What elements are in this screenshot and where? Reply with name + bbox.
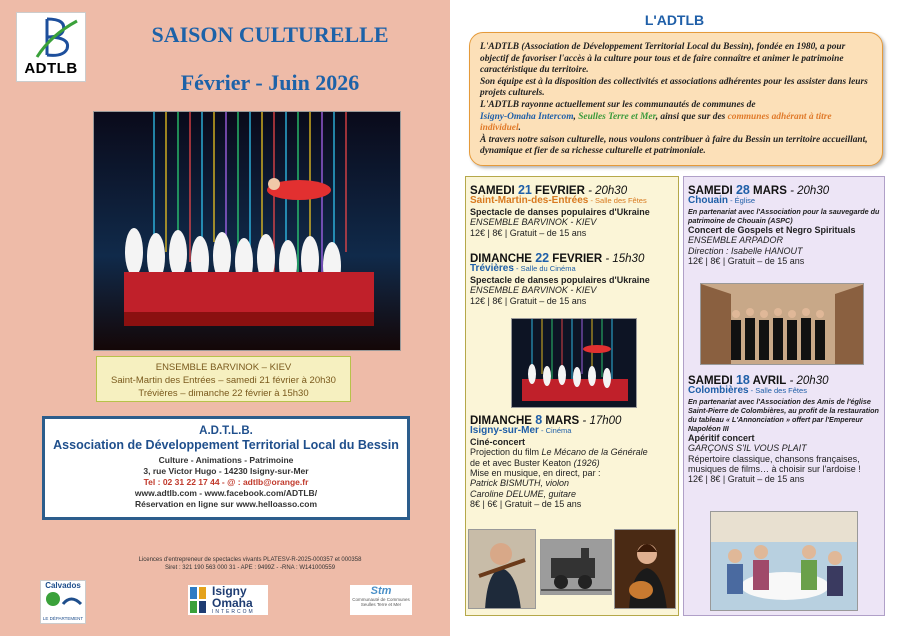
event-month: MARS [545, 415, 580, 427]
event-film-year: (1926) [573, 457, 600, 468]
event-ensemble: GARÇONS S'IL VOUS PLAIT [688, 443, 807, 454]
isigny-omaha-logo [188, 585, 268, 615]
event-day-number: 22 [535, 251, 550, 265]
event-day-number: 28 [735, 183, 750, 197]
intro-p3-end: . [518, 123, 521, 134]
event-price: 12€ | 8€ | Gratuit – de 15 ans [688, 474, 805, 485]
licence-info [100, 556, 400, 572]
event-month: FEVRIER [535, 185, 585, 197]
featured-concert-ensemble: ENSEMBLE BARVINOK – KIEV [155, 362, 292, 373]
event-price: 12€ | 8€ | Gratuit – de 15 ans [470, 227, 587, 238]
adtlb-logo [16, 12, 86, 82]
association-booking-link[interactable]: Réservation en ligne sur www.helloasso.com [134, 499, 317, 509]
intro-isigny-name: Isigny-Omaha Intercom [480, 111, 574, 122]
event-partnership: En partenariat avec l'Association des Amis de l'église Saint-Pierre de Colombières, au profit de la restauration du tableau « L'Annonciation » offert par l'Empereur Napoléon III [688, 396, 879, 433]
event-title: Concert de Gospels et Negro Spirituals [688, 224, 856, 235]
calvados-logo [40, 580, 86, 624]
intro-paragraph-4: À travers notre saison culturelle, nous voulons contribuer à faire du Bessin un territoire accueillant, dynamique et fier de sa richesse culturelle et patrimoniale. [480, 134, 868, 157]
event-place [688, 196, 884, 206]
event-day: SAMEDI [688, 185, 733, 197]
event-place [470, 426, 676, 436]
calvados-apple-icon [43, 590, 83, 608]
event-venue: - Cinéma [538, 426, 572, 436]
season-dates: Février - Juin 2026 [180, 70, 360, 95]
association-contact: Tel : 02 31 22 17 44 - @ : adtlb@orange.fr [143, 477, 309, 487]
isigny-omaha-mark-icon [188, 585, 208, 615]
event-apr-18 [688, 375, 884, 485]
featured-concert-date-1: Saint-Martin des Entrées – samedi 21 février à 20h30 [111, 375, 336, 386]
event-title: Spectacle de danses populaires d'Ukraine [470, 206, 650, 217]
event-time: - 20h30 [584, 185, 628, 197]
event-mar-8 [470, 415, 676, 510]
event-day: DIMANCHE [470, 415, 532, 427]
event-title: Ciné-concert [470, 436, 526, 447]
event-price: 12€ | 8€ | Gratuit – de 15 ans [688, 256, 805, 267]
event-ensemble: ENSEMBLE BARVINOK - KIEV [470, 285, 597, 296]
logo-text: ADTLB [24, 60, 78, 77]
dance-ensemble-photo [93, 111, 401, 351]
event-venue: - Salle des Fêtes [748, 386, 807, 396]
violinist-photo [468, 529, 536, 609]
event-feb-21 [470, 185, 676, 238]
intro-communes-text: communes adhérant à titre individuel [480, 111, 832, 134]
event-description-3: Mise en musique, en direct, par : [470, 468, 601, 479]
event-ensemble: ENSEMBLE ARPADOR [688, 235, 784, 246]
event-day: SAMEDI [470, 185, 515, 197]
event-title: Apéritif concert [688, 432, 755, 443]
stm-logo-subtext-1: Communauté de Communes [352, 597, 410, 602]
association-name: Association de Développement Territorial Local du Bessin [53, 438, 399, 452]
event-day: DIMANCHE [470, 253, 532, 265]
event-place [470, 264, 676, 274]
aperitif-concert-photo [710, 511, 858, 611]
stm-logo-text: Stm [370, 585, 392, 597]
calvados-logo-subtext: LE DÉPARTEMENT [42, 616, 84, 621]
association-box [42, 416, 410, 520]
intro-p3-separator: , [573, 111, 579, 122]
intro-p3-middle: , ainsi que sur des [655, 111, 728, 122]
gospel-choir-photo [700, 283, 864, 365]
events-column-right [683, 176, 885, 616]
event-direction: Direction : Isabelle HANOUT [688, 245, 803, 256]
event-place [470, 196, 676, 206]
event-title: Spectacle de danses populaires d'Ukraine [470, 274, 650, 285]
event-time: - 20h30 [786, 185, 830, 197]
event-time: - 20h30 [786, 375, 829, 387]
event-price: 12€ | 8€ | Gratuit – de 15 ans [470, 295, 587, 306]
event-partnership: En partenariat avec l'Association pour la sauvegarde du patrimoine de Chouain (ASPC) [688, 206, 880, 225]
guitarist-photo [614, 529, 676, 609]
association-address: 3, rue Victor Hugo - 14230 Isigny-sur-Mer [143, 466, 309, 476]
event-place-name: Colombières [688, 385, 749, 397]
event-time: - 17h00 [579, 415, 622, 427]
isigny-logo-line-3: INTERCOM [212, 609, 255, 615]
event-day-number: 8 [535, 413, 543, 427]
association-web-link[interactable]: www.adtlb.com - www.facebook.com/ADTLB/ [134, 488, 318, 498]
event-place-name: Chouain [688, 195, 728, 207]
event-description [470, 447, 676, 457]
intro-paragraph-3 [480, 100, 872, 135]
event-place-name: Isigny-sur-Mer [470, 425, 539, 437]
events-column-left [465, 176, 679, 616]
intro-paragraph-2: Son équipe est à la disposition des collectivités et associations adhérentes pour les assister dans leurs projets culturels. [480, 76, 868, 99]
event-day-number: 18 [735, 373, 750, 387]
event-mar-28 [688, 185, 884, 266]
calvados-logo-text: Calvados [45, 581, 81, 590]
event-venue: - Salle du Cinéma [513, 264, 576, 274]
event-desc-1: Projection du film [470, 447, 542, 458]
film-locomotive-photo [540, 539, 612, 595]
event-description: Répertoire classique, chansons françaises, musiques de films… à choisir sur l'ardoise ! [688, 453, 861, 475]
seulles-terre-mer-logo [350, 585, 412, 615]
isigny-logo-line-2: Omaha [212, 596, 253, 610]
event-place-name: Saint-Martin-des-Entrées [470, 195, 589, 207]
licence-line-2: Siret : 321 190 563 000 31 - APE : 9499Z - -RNA : W141000559 [164, 565, 336, 571]
event-price: 8€ | 6€ | Gratuit – de 15 ans [470, 499, 582, 510]
event-venue: - Église [728, 196, 756, 206]
event-performer-2: Caroline DELUME, guitare [470, 488, 577, 499]
event-month: AVRIL [752, 375, 787, 387]
intro-paragraph-1: L'ADTLB (Association de Développement Territorial Local du Bessin), fondée en 1980, a pour objectif de favoriser l'accès à la culture pour tous et de faire connaître et animer le patrimoine caractéristique du territoire. [480, 42, 846, 76]
featured-concert-box [96, 356, 351, 402]
isigny-logo-line-1: Isigny [212, 584, 247, 598]
intro-box [469, 32, 883, 166]
event-place-name: Trévières [470, 263, 514, 275]
event-place [688, 386, 884, 396]
season-title: SAISON CULTURELLE [151, 22, 389, 47]
event-description-2 [470, 458, 676, 468]
event-venue: - Salle des Fêtes [588, 196, 647, 206]
intro-stm-name: Seulles Terre et Mer [578, 111, 656, 122]
event-month: MARS [753, 185, 787, 197]
dance-ensemble-thumbnail [511, 318, 637, 408]
licence-line-1: Licences d'entrepreneur de spectacles vivants PLATESV-R-2025-000357 et 000358 [138, 557, 362, 563]
events-section [465, 176, 885, 616]
association-acronym: A.D.T.L.B. [199, 425, 253, 437]
stm-logo-subtext-2: Seulles Terre et Mer [360, 602, 402, 607]
featured-concert-date-2: Trévières – dimanche 22 février à 15h30 [138, 388, 309, 399]
adtlb-logo-mark-icon [33, 15, 81, 61]
intro-p3-start: L'ADTLB rayonne actuellement sur les communautés de communes de [480, 99, 756, 110]
event-time: - 15h30 [602, 253, 645, 265]
event-performer-1: Patrick BISMUTH, violon [470, 478, 570, 489]
event-feb-22 [470, 253, 676, 306]
event-day-number: 21 [517, 183, 532, 197]
adtlb-header: L'ADTLB [644, 12, 705, 28]
event-month: FEVRIER [552, 253, 603, 265]
event-ensemble: ENSEMBLE BARVINOK - KIEV [470, 217, 597, 228]
event-film-title: Le Mécano de la Générale [541, 447, 648, 458]
association-tagline: Culture - Animations - Patrimoine [158, 455, 294, 465]
event-desc-2: de et avec Buster Keaton [470, 457, 574, 468]
event-day: SAMEDI [688, 375, 733, 387]
